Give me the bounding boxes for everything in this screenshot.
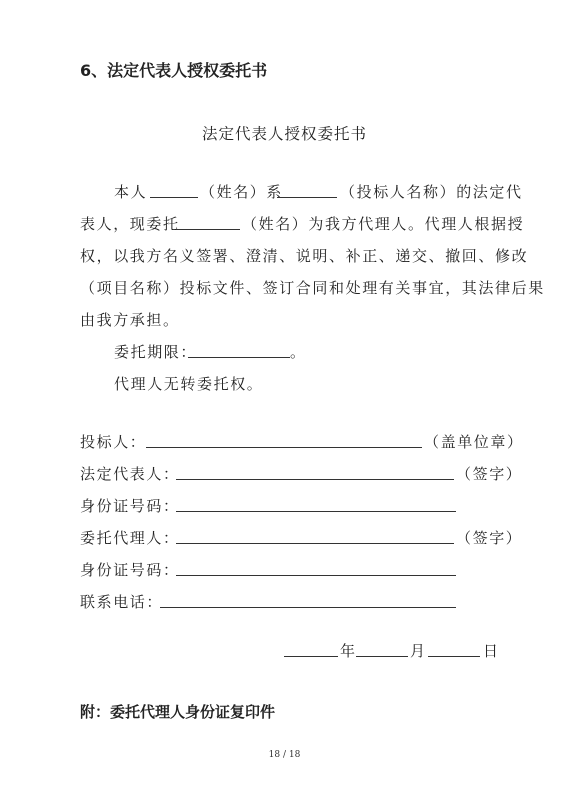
year-label: 年 xyxy=(340,642,357,660)
phone-label: 联系电话： xyxy=(80,593,164,611)
bidder-note: （盖单位章） xyxy=(424,433,524,451)
agent-line xyxy=(176,543,454,544)
term-blank xyxy=(188,357,290,358)
legal-rep-note: （签字） xyxy=(456,465,523,483)
para-line4: （项目名称）投标文件、签订合同和处理有关事宜，其法律后果 xyxy=(80,279,545,297)
month-blank xyxy=(356,656,408,657)
day-blank xyxy=(428,656,480,657)
name-blank-2 xyxy=(176,229,240,230)
agent-label: 委托代理人： xyxy=(80,529,180,547)
name-blank-1 xyxy=(150,197,198,198)
id-number-label-2: 身份证号码： xyxy=(80,561,180,579)
id-number-line-1 xyxy=(176,511,456,512)
para-line5: 由我方承担。 xyxy=(80,311,180,329)
year-blank xyxy=(284,656,338,657)
id-number-line-2 xyxy=(176,575,456,576)
bidder-label: 投标人： xyxy=(80,433,147,451)
legal-rep-line xyxy=(176,479,454,480)
para-line3: 权，以我方名义签署、澄清、说明、补正、递交、撤回、修改 xyxy=(80,247,529,265)
day-label: 日 xyxy=(483,642,500,660)
para-line1-c: （投标人名称）的法定代 xyxy=(340,183,523,201)
term-end: 。 xyxy=(290,343,307,361)
appendix-note: 附：委托代理人身份证复印件 xyxy=(80,703,276,721)
bidder-blank xyxy=(277,197,337,198)
para-line1-a: 本人 xyxy=(114,183,148,201)
id-number-label-1: 身份证号码： xyxy=(80,497,180,515)
month-label: 月 xyxy=(410,642,427,660)
document-title: 法定代表人授权委托书 xyxy=(201,125,367,143)
page-number: 18 / 18 xyxy=(268,750,301,760)
phone-line xyxy=(160,607,456,608)
term-label: 委托期限： xyxy=(114,343,198,361)
section-heading: 6、法定代表人授权委托书 xyxy=(80,61,268,80)
no-transfer-note: 代理人无转委托权。 xyxy=(114,375,264,393)
bidder-line xyxy=(146,447,422,448)
agent-note: （签字） xyxy=(456,529,523,547)
legal-rep-label: 法定代表人： xyxy=(80,465,180,483)
para-line2-b: （姓名）为我方代理人。代理人根据授 xyxy=(242,215,525,233)
para-line1-b: （姓名）系 xyxy=(200,183,284,201)
para-line2-a: 表人，现委托 xyxy=(80,215,180,233)
